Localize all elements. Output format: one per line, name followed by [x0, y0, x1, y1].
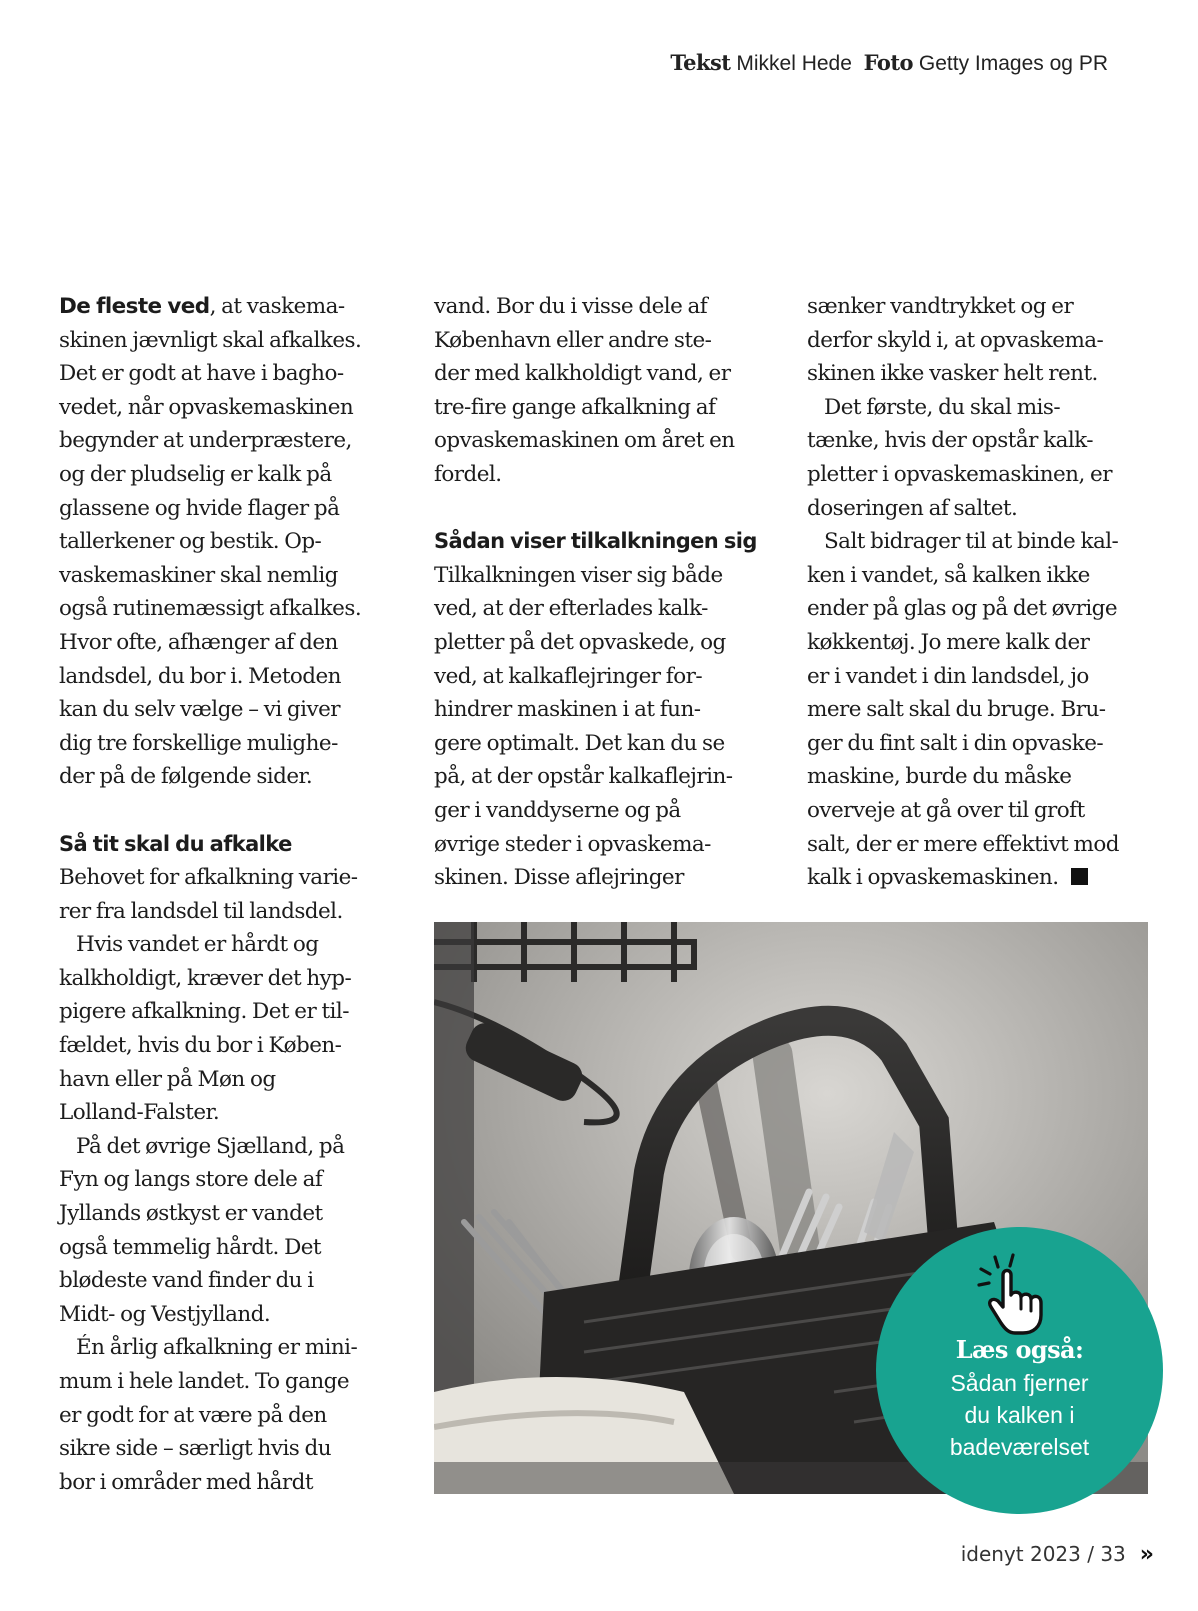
text-line: kalkholdigt, kræver det hyp-	[59, 965, 352, 991]
text-line: fældet, hvis du bor i Køben-	[59, 1033, 342, 1059]
badge-line: badeværelset	[949, 1434, 1090, 1460]
text-line: gere optimalt. Det kan du se	[434, 730, 725, 756]
article-column-2	[434, 290, 757, 895]
lead-in: De fleste ved	[59, 294, 210, 319]
text-line: pletter i opvaskemaskinen, er	[807, 461, 1112, 487]
photo-credits	[670, 50, 1108, 76]
text-line: også rutinemæssigt afkalkes.	[59, 596, 362, 622]
text-line: der med kalkholdigt vand, er	[434, 361, 731, 387]
section-heading: Så tit skal du afkalke	[59, 831, 292, 856]
text-line: Det første, du skal mis-	[824, 394, 1061, 420]
text-line: bor i områder med hårdt	[59, 1469, 313, 1495]
text-line: begynder at underpræstere,	[59, 428, 352, 454]
next-page-arrows-icon[interactable]: »	[1139, 1542, 1154, 1567]
text-line: Én årlig afkalkning er mini-	[76, 1335, 358, 1361]
text-line: hindrer maskinen i at fun-	[434, 697, 701, 723]
article-column-1	[59, 290, 361, 1499]
text-line: Hvis vandet er hårdt og	[76, 932, 319, 958]
credit-text-name: Mikkel Hede	[736, 52, 852, 75]
text-line: derfor skyld i, at opvaskema-	[807, 327, 1104, 353]
text-line: tænke, hvis der opstår kalk-	[807, 428, 1093, 454]
text-line: pletter på det opvaskede, og	[434, 629, 726, 655]
text-line: fordel.	[434, 461, 502, 487]
text-line: ved, at der efterlades kalk-	[434, 596, 708, 622]
page-footer	[961, 1542, 1154, 1567]
page-number: idenyt 2023 / 33	[960, 1542, 1126, 1566]
text-fragment: , at vaskema-	[209, 294, 345, 319]
text-line: kan du selv vælge – vi giver	[59, 697, 340, 723]
text-line: salt, der er mere effektivt mod	[807, 831, 1119, 857]
text-line: maskine, burde du måske	[807, 764, 1072, 790]
credit-photo-label: Foto	[863, 50, 914, 75]
text-line: Fyn og langs store dele af	[59, 1167, 323, 1193]
read-also-badge[interactable]	[876, 1227, 1163, 1514]
text-line: skinen ikke vasker helt rent.	[807, 361, 1098, 387]
text-line: Jyllands østkyst er vandet	[59, 1201, 323, 1227]
text-line: tre-fire gange afkalkning af	[434, 394, 716, 420]
text-line	[59, 290, 361, 324]
text-line	[807, 861, 1119, 895]
text-line: er godt for at være på den	[59, 1402, 327, 1428]
text-line: overveje at gå over til groft	[807, 797, 1085, 823]
badge-text	[906, 1367, 1133, 1463]
text-line: ken i vandet, så kalken ikke	[807, 562, 1090, 588]
text-line: doseringen af saltet.	[807, 495, 1018, 521]
text-line: vand. Bor du i visse dele af	[434, 294, 708, 319]
text-line: skinen. Disse aflejringer	[434, 865, 684, 891]
text-line: ger i vanddyserne og på	[434, 797, 681, 823]
text-line: ved, at kalkaflejringer for-	[434, 663, 703, 689]
text-line: havn eller på Møn og	[59, 1066, 276, 1092]
text-line: øvrige steder i opvaskema-	[434, 831, 711, 857]
text-line: vaskemaskiner skal nemlig	[59, 562, 338, 588]
text-line: København eller andre ste-	[434, 327, 712, 353]
text-line: sikre side – særligt hvis du	[59, 1436, 332, 1462]
text-line: opvaskemaskinen om året en	[434, 428, 735, 454]
text-line: Salt bidrager til at binde kal-	[824, 529, 1119, 555]
text-line: Behovet for afkalkning varie-	[59, 865, 358, 891]
text-line: glassene og hvide flager på	[59, 495, 340, 521]
text-line: På det øvrige Sjælland, på	[76, 1133, 345, 1159]
article-column-3	[807, 290, 1119, 895]
text-line: rer fra landsdel til landsdel.	[59, 898, 343, 924]
text-line: pigere afkalkning. Det er til-	[59, 999, 349, 1025]
text-line: der på de følgende sider.	[59, 764, 313, 790]
text-line: vedet, når opvaskemaskinen	[59, 394, 354, 420]
text-line: Lolland-Falster.	[59, 1100, 220, 1126]
text-line: Hvor ofte, afhænger af den	[59, 629, 338, 655]
end-mark-square	[1071, 868, 1088, 885]
text-line: ger du fint salt i din opvaske-	[807, 730, 1104, 756]
text-line: køkkentøj. Jo mere kalk der	[807, 629, 1090, 655]
text-line: mere salt skal du bruge. Bru-	[807, 697, 1106, 723]
text-line: ender på glas og på det øvrige	[807, 596, 1118, 622]
text-line: mum i hele landet. To gange	[59, 1369, 350, 1394]
section-heading: Sådan viser tilkalkningen sig	[434, 529, 757, 554]
badge-line: Sådan fjerner	[950, 1370, 1089, 1396]
text-line: Det er godt at have i bagho-	[59, 361, 344, 387]
text-line: på, at der opstår kalkaflejrin-	[434, 764, 733, 790]
text-line: Midt- og Vestjylland.	[59, 1301, 271, 1327]
text-line: er i vandet i din landsdel, jo	[807, 663, 1089, 689]
text-line: blødeste vand finder du i	[59, 1268, 314, 1294]
text-line: tallerkener og bestik. Op-	[59, 529, 322, 555]
badge-title: Læs også:	[955, 1335, 1084, 1364]
text-line: dig tre forskellige mulighe-	[59, 730, 338, 756]
text-line: landsdel, du bor i. Metoden	[59, 663, 341, 689]
credit-photo-name: Getty Images og PR	[918, 52, 1108, 75]
text-fragment: kalk i opvaskemaskinen.	[807, 865, 1059, 891]
text-line: også temmelig hårdt. Det	[59, 1234, 322, 1260]
text-line: skinen jævnligt skal afkalkes.	[59, 327, 362, 353]
text-line: og der pludselig er kalk på	[59, 461, 332, 487]
credit-text-label: Tekst	[670, 50, 731, 75]
text-line: Tilkalkningen viser sig både	[434, 562, 723, 588]
pointing-hand-icon	[973, 1249, 1065, 1335]
text-line: sænker vandtrykket og er	[807, 294, 1074, 319]
badge-line: du kalken i	[964, 1402, 1075, 1428]
